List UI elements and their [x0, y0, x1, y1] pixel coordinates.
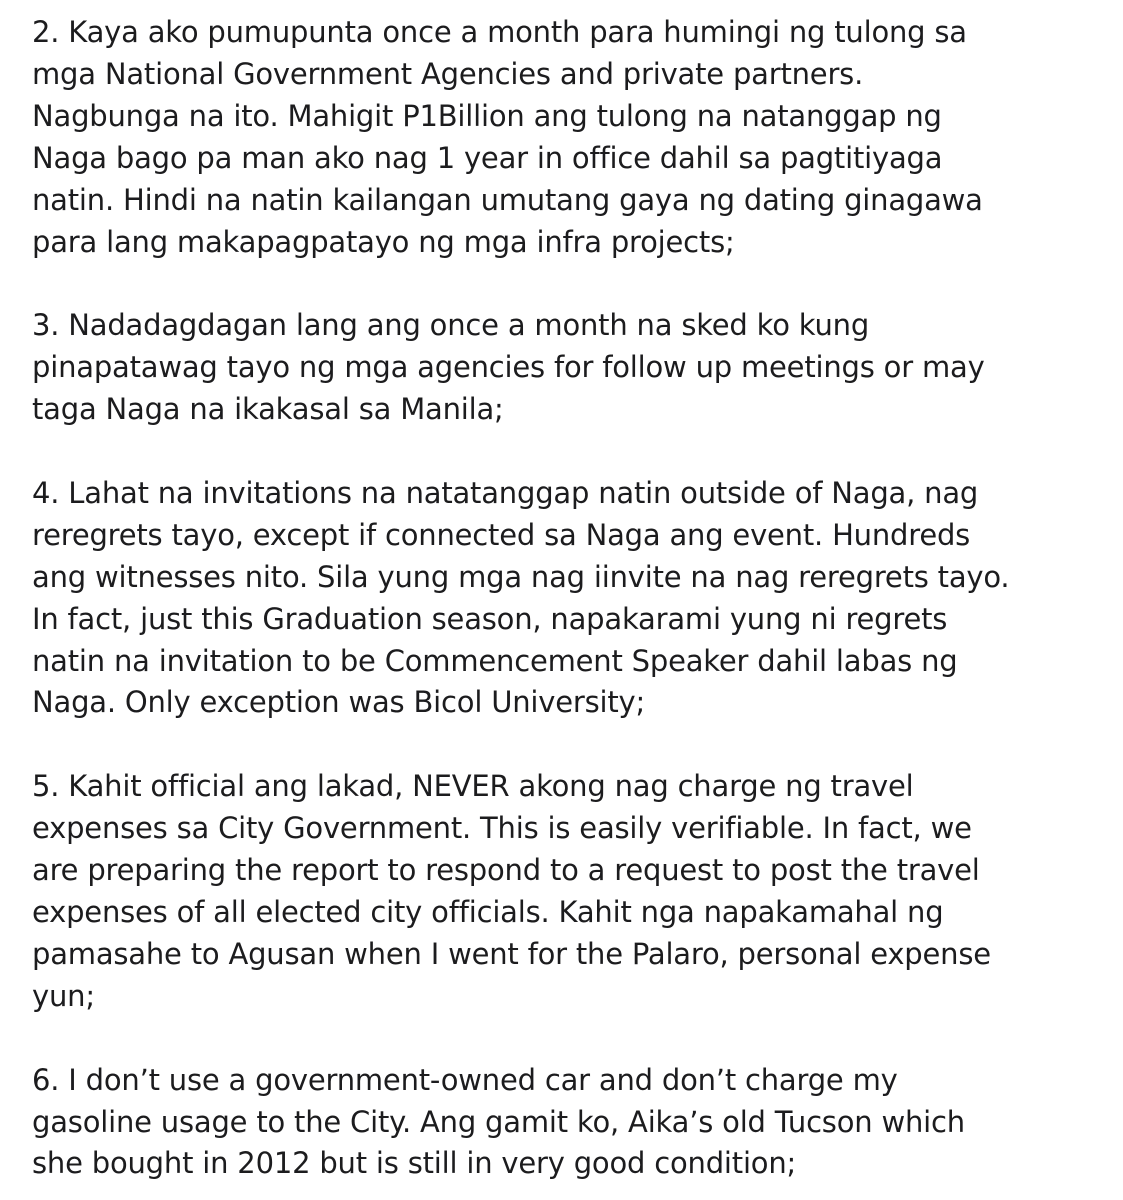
paragraph-item-6 [32, 1060, 1112, 1186]
paragraph-item-2 [32, 12, 1112, 263]
text-line: In fact, just this Graduation season, napakarami yung ni regrets [32, 601, 948, 636]
text-line: 6. I don’t use a government-owned car and don’t charge my [32, 1062, 898, 1097]
text-line: pinapatawag tayo ng mga agencies for follow up meetings or may [32, 350, 985, 385]
text-line: 3. Nadadagdagan lang ang once a month na sked ko kung [32, 308, 870, 343]
text-line: 2. Kaya ako pumupunta once a month para humingi ng tulong sa [32, 15, 967, 49]
text-line: are preparing the report to respond to a request to post the travel [32, 853, 980, 888]
paragraph-spacer [32, 263, 1112, 305]
paragraph-spacer [32, 724, 1112, 766]
text-line: expenses of all elected city officials. Kahit nga napakamahal ng [32, 894, 944, 929]
text-line: natin. Hindi na natin kailangan umutang gaya ng dating ginagawa [32, 182, 983, 217]
text-line: Nagbunga na ito. Mahigit P1Billion ang tulong na natanggap ng [32, 98, 942, 133]
text-line: expenses sa City Government. This is easily verifiable. In fact, we [32, 811, 972, 846]
text-line: reregrets tayo, except if connected sa Naga ang event. Hundreds [32, 517, 971, 552]
text-line: Naga. Only exception was Bicol University; [32, 685, 646, 720]
text-line: 5. Kahit official ang lakad, NEVER akong nag charge ng travel [32, 769, 914, 804]
paragraph-item-5 [32, 766, 1112, 1017]
paragraph-spacer [32, 1018, 1112, 1060]
text-line: ang witnesses nito. Sila yung mga nag iinvite na nag reregrets tayo. [32, 559, 1010, 594]
paragraph-item-3 [32, 305, 1112, 431]
paragraph-spacer [32, 431, 1112, 473]
text-line: yun; [32, 978, 95, 1013]
text-line: pamasahe to Agusan when I went for the Palaro, personal expense [32, 936, 991, 971]
text-line: Naga bago pa man ako nag 1 year in office dahil sa pagtitiyaga [32, 140, 943, 175]
paragraph-item-4 [32, 473, 1112, 724]
text-line: natin na invitation to be Commencement Speaker dahil labas ng [32, 643, 958, 678]
text-line: para lang makapagpatayo ng mga infra projects; [32, 224, 735, 259]
text-line: 4. Lahat na invitations na natatanggap natin outside of Naga, nag [32, 475, 979, 510]
text-line: taga Naga na ikakasal sa Manila; [32, 392, 504, 427]
text-line: gasoline usage to the City. Ang gamit ko, Aika’s old Tucson which [32, 1104, 965, 1139]
text-line: mga National Government Agencies and private partners. [32, 56, 864, 91]
post-body [32, 12, 1112, 1185]
text-line: she bought in 2012 but is still in very good condition; [32, 1146, 797, 1181]
